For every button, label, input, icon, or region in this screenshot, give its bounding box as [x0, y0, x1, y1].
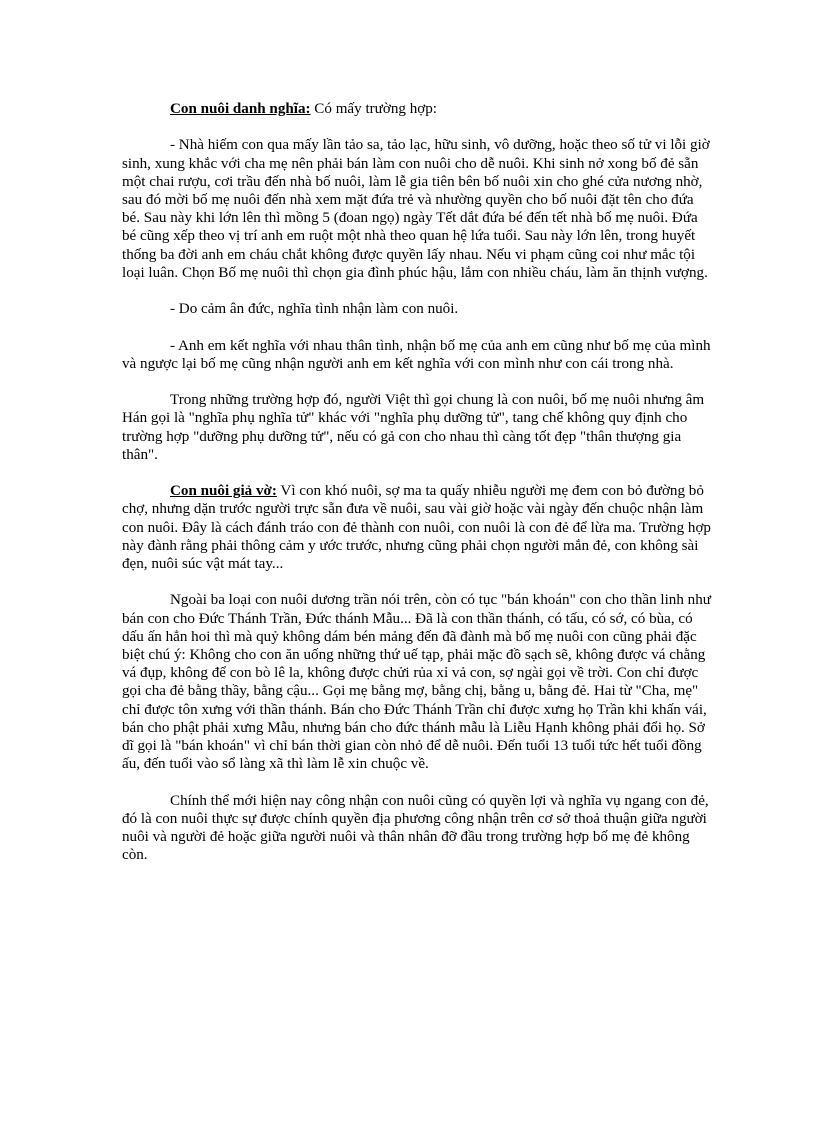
- paragraph-trong-nhung-truong-hop: Trong những trường hợp đó, người Việt thì gọi chung là con nuôi, bố mẹ nuôi nhưng âm Hán gọi là "nghĩa phụ nghĩa tử" khác với "nghĩa phụ dưỡng tử", tang chế không quy định cho trường hợp "dưỡng phụ dưỡng tử", nếu có gả con cho nhau thì càng tốt đẹp "thân thượng gia thân".: [122, 392, 705, 463]
- section-con-nuoi-gia-vo: [122, 482, 714, 573]
- section-text: Vì con khó nuôi, sợ ma ta quấy nhiễu người mẹ đem con bỏ đường bỏ chợ, nhưng dặn trước người trực sẵn đưa về nuôi, sau vài giờ hoặc vài ngày đến chuộc nhận làm con nuôi. Đây là cách đánh tráo con đẻ thành con nuôi, con nuôi là con đẻ để lừa ma. Trường hợp này đành rằng phải thông cảm y ước trước, nhưng cũng phải chọn người mắn đẻ, con không sài đẹn, nuôi súc vật mát tay...: [122, 483, 711, 572]
- paragraph-nha-hiem-con: - Nhà hiếm con qua mấy lần tảo sa, tảo lạc, hữu sinh, vô dưỡng, hoặc theo số tử vi lỗi giờ sinh, xung khắc với cha mẹ nên phải bán làm con nuôi cho dễ nuôi. Khi sinh nở xong bố đẻ sẵn một chai rượu, cơi trầu đến nhà bố nuôi, làm lễ gia tiên bên bố nuôi xin cho ghé cửa nương nhờ, sau đó mời bố mẹ nuôi đến nhà xem mặt đứa trẻ và nhường quyền cho bố nuôi đặt tên cho đứa bé. Sau này khi lớn lên thì mồng 5 (đoan ngọ) ngày Tết dắt đứa bé đến tết nhà bố mẹ nuôi. Đứa bé cũng xếp theo vị trí anh em ruột một nhà theo quan hệ lứa tuổi. Sau này lớn lên, trong huyết thống ba đời anh em cháu chắt không được quyền lấy nhau. Nếu vi phạm cũng coi như mắc tội loại luân. Chọn Bố mẹ nuôi thì chọn gia đình phúc hậu, lắm con nhiều cháu, làm ăn thịnh vượng.: [122, 137, 710, 281]
- paragraph-chinh-the-moi: Chính thể mới hiện nay công nhận con nuôi cũng có quyền lợi và nghĩa vụ ngang con đẻ, đó là con nuôi thực sự được chính quyền địa phương công nhận trên cơ sở thoả thuận giữa người nuôi và người đẻ hoặc giữa người nuôi và thân nhân đỡ đầu trong trường hợp bố mẹ đẻ không còn.: [122, 792, 709, 864]
- document-page: [122, 100, 714, 883]
- paragraph-anh-em-ket-nghia: - Anh em kết nghĩa với nhau thân tình, nhận bố mẹ của anh em cũng như bố mẹ của mình và ngược lại bố mẹ cũng nhận người anh em kết nghĩa với con mình như con cái trong nhà.: [122, 337, 711, 372]
- heading-term: Con nuôi danh nghĩa:: [170, 101, 311, 117]
- heading-text: Có mấy trường hợp:: [310, 101, 437, 117]
- heading-term: Con nuôi giả vờ:: [170, 483, 277, 500]
- paragraph-cam-an-duc: - Do cảm ân đức, nghĩa tình nhận làm con nuôi.: [170, 301, 459, 318]
- paragraph-ban-khoan: Ngoài ba loại con nuôi dương trần nói trên, còn có tục "bán khoán" con cho thần linh như bán con cho Đức Thánh Trần, Đức thánh Mẫu... Đã là con thần thánh, có tấu, có sớ, có bùa, có dấu ấn hẳn hoi thì mà quỷ không dám bén mảng đến đã đành mà bố mẹ nuôi con cũng phải đặc biệt chú ý: Không cho con ăn uống những thứ uế tạp, phải mặc đồ sạch sẽ, không được vá chằng vá đụp, không để con bò lê la, không được chửi rủa xỉ vả con, sợ ngài gọi về trời. Con chỉ được gọi cha đẻ bằng thầy, bằng cậu... Gọi mẹ bằng mợ, bằng chị, bằng u, bằng đẻ. Hai từ "Cha, mẹ" chỉ được tôn xưng với thần thánh. Bán cho Đức Thánh Trần chỉ được xưng họ Trần khi khấn vái, bán cho phật phải xưng Mẫu, nhưng bán cho đức thánh mẫu là Liễu Hạnh không phải đổi họ. Sở dĩ gọi là "bán khoán" vì chỉ bán thời gian còn nhỏ để dễ nuôi. Đến tuổi 13 tuổi tức hết tuổi đồng ấu, đến tuổi vào sổ làng xã thì làm lễ xin chuộc về.: [122, 592, 711, 773]
- section-heading-con-nuoi-danh-nghia: [122, 100, 714, 118]
